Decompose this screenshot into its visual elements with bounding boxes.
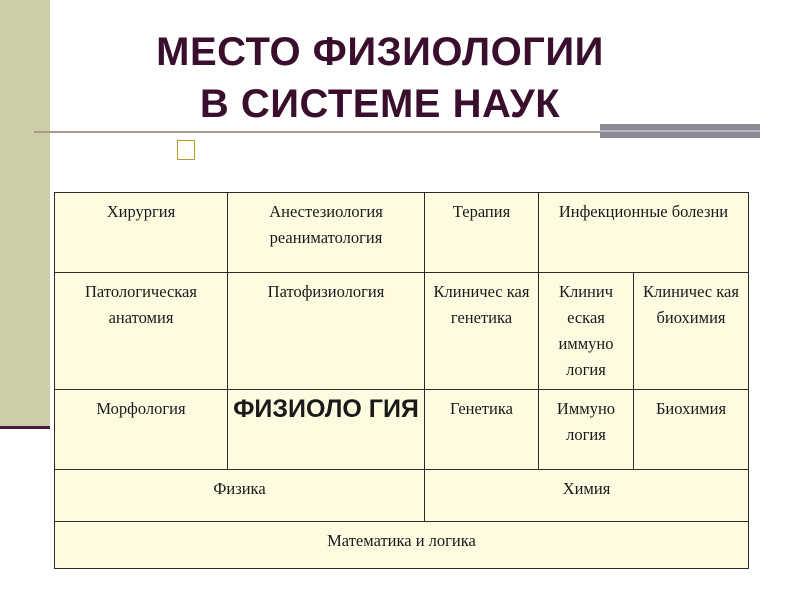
table-row: [55, 470, 749, 522]
table-cell: Клиничес кая генетика: [425, 273, 539, 390]
table-cell: Клиничес кая биохимия: [634, 273, 749, 390]
table-cell: Физика: [55, 470, 425, 522]
table-cell: Хирургия: [55, 193, 228, 273]
table-cell: Патофизиология: [228, 273, 425, 390]
slide-title: [60, 26, 700, 130]
physiology-cell: ФИЗИОЛО ГИЯ: [228, 390, 425, 470]
sciences-table: [54, 192, 749, 569]
table-row: [55, 522, 749, 569]
bullet-box-icon: [177, 140, 195, 160]
table-cell: Иммуно логия: [539, 390, 634, 470]
left-decor-line: [0, 426, 50, 429]
table-cell: Биохимия: [634, 390, 749, 470]
table-cell: Терапия: [425, 193, 539, 273]
left-decor-band: [0, 0, 50, 428]
title-line-1: МЕСТО ФИЗИОЛОГИИ: [156, 30, 604, 74]
title-line-2: В СИСТЕМЕ НАУК: [199, 82, 561, 126]
table-cell: Инфекционные болезни: [539, 193, 749, 273]
table-cell: Морфология: [55, 390, 228, 470]
table-cell: Генетика: [425, 390, 539, 470]
title-rule-accent-line: [600, 130, 760, 132]
table-cell: Химия: [425, 470, 749, 522]
table-cell: Клинич еская иммуно логия: [539, 273, 634, 390]
table-row: [55, 390, 749, 470]
title-rule: [34, 131, 600, 133]
table-cell: Математика и логика: [55, 522, 749, 569]
table-cell: Анестезиология реаниматология: [228, 193, 425, 273]
table-row: [55, 193, 749, 273]
table-cell: Патологическая анатомия: [55, 273, 228, 390]
table-row: [55, 273, 749, 390]
